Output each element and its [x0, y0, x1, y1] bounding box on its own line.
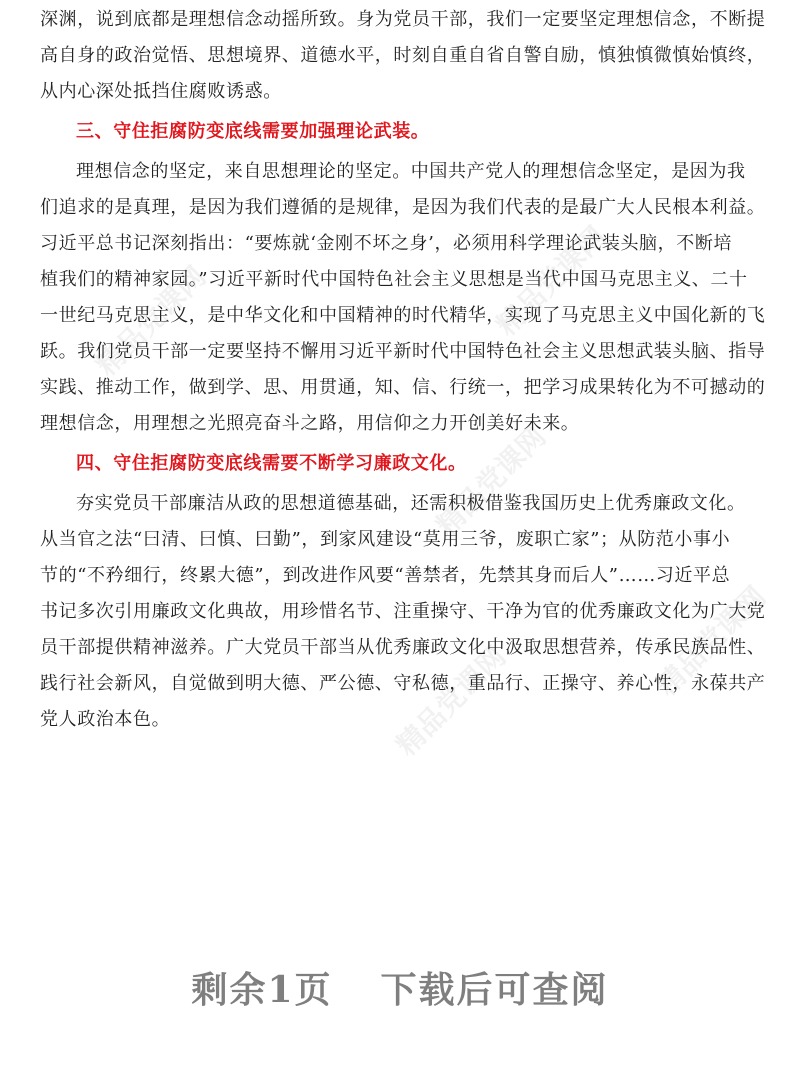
text-line: 们追求的是真理，是因为我们遵循的是规律，是因为我们代表的是最广大人民根本利益。 [40, 197, 766, 218]
text-line: 深渊，说到底都是理想信念动摇所致。身为党员干部，我们一定要坚定理想信念，不断提 [40, 9, 766, 30]
text-line: 践行社会新风，自觉做到明大德、严公德、守私德，重品行、正操守、养心性，永葆共产 [40, 673, 766, 694]
paragraph-theory [40, 154, 780, 442]
text-line: 从当官之法“曰清、曰慎、曰勤”，到家风建设“莫用三爷，废职亡家”；从防范小事小 [40, 529, 731, 550]
text-line: 党人政治本色。 [40, 709, 171, 730]
document-body [40, 0, 780, 738]
download-prompt[interactable] [0, 962, 800, 1013]
watermark: 精品党课网 [489, 219, 613, 343]
watermark: 精品党课网 [429, 419, 553, 543]
download-to-view-label: 下载后可查阅 [380, 969, 609, 1011]
watermark: 精品党课网 [649, 579, 773, 703]
watermark: 精品党课网 [389, 639, 513, 763]
text-line: 夯实党员干部廉洁从政的思想道德基础，还需积极借鉴我国历史上优秀廉政文化。 [76, 493, 746, 514]
text-line: 习近平总书记深刻指出：“要炼就‘金刚不坏之身’，必须用科学理论武装头脑，不断培 [40, 233, 733, 254]
text-line: 书记多次引用廉政文化典故，用珍惜名节、注重操守、干净为官的优秀廉政文化为广大党 [40, 601, 766, 622]
text-line: 高自身的政治觉悟、思想境界、道德水平，时刻自重自省自警自励，慎独慎微慎始慎终， [40, 45, 766, 66]
text-line: 员干部提供精神滋养。广大党员干部当从优秀廉政文化中汲取思想营养，传承民族品性、 [40, 637, 766, 658]
text-line: 理想信念，用理想之光照亮奋斗之路，用信仰之力开创美好未来。 [40, 413, 580, 434]
section-heading-four: 四、守住拒腐防变底线需要不断学习廉政文化。 [76, 453, 467, 474]
text-line: 理想信念的坚定，来自思想理论的坚定。中国共产党人的理想信念坚定，是因为我 [76, 161, 746, 182]
watermark: 精品党课网 [89, 259, 213, 383]
text-line: 实践、推动工作，做到学、思、用贯通，知、信、行统一，把学习成果转化为不可撼动的 [40, 377, 766, 398]
text-line: 一世纪马克思主义，是中华文化和中国精神的时代精华，实现了马克思主义中国化新的飞 [40, 305, 766, 326]
remaining-pages-label: 剩余1页 [191, 969, 333, 1011]
text-line: 跃。我们党员干部一定要坚持不懈用习近平新时代中国特色社会主义思想武装头脑、指导 [40, 341, 766, 362]
text-line: 从内心深处抵挡住腐败诱惑。 [40, 81, 282, 102]
paragraph-continued [40, 2, 780, 110]
text-line: 节的“不矜细行，终累大德”，到改进作风要“善禁者，先禁其身而后人”……习近平总 [40, 565, 731, 586]
section-heading-three: 三、守住拒腐防变底线需要加强理论武装。 [76, 121, 430, 142]
paragraph-integrity-culture [40, 486, 780, 738]
text-line: 植我们的精神家园。”习近平新时代中国特色社会主义思想是当代中国马克思主义、二十 [40, 269, 748, 290]
